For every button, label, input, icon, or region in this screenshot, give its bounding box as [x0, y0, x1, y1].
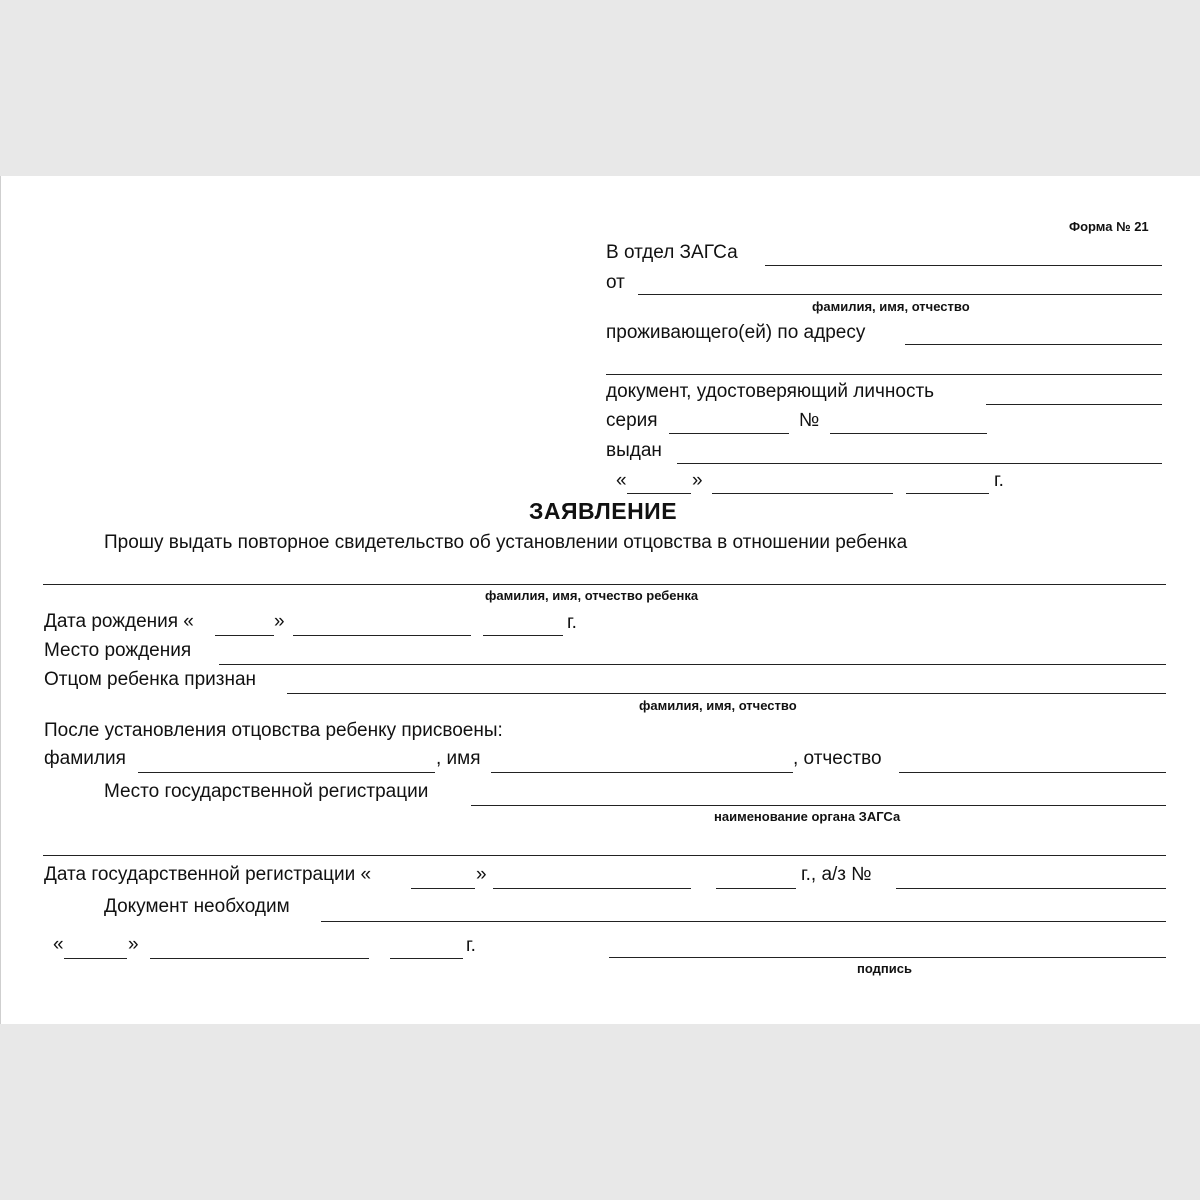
- patronymic-label: , отчество: [793, 748, 882, 769]
- address-label: проживающего(ей) по адресу: [606, 322, 866, 343]
- id-document-label: документ, удостоверяющий личность: [606, 381, 935, 402]
- document-needed-label: Документ необходим: [104, 896, 290, 917]
- registration-place-field[interactable]: [471, 805, 1166, 806]
- footer-year-suffix: г.: [466, 935, 476, 956]
- signature-field[interactable]: [609, 957, 1166, 958]
- assigned-heading: После установления отцовства ребенку присвоены:: [44, 720, 503, 741]
- registration-place-label: Место государственной регистрации: [104, 781, 429, 802]
- name-field[interactable]: [491, 772, 793, 773]
- birth-year-field[interactable]: [483, 635, 563, 636]
- applicant-fio-caption: фамилия, имя, отчество: [812, 299, 970, 314]
- name-label: , имя: [436, 748, 481, 769]
- footer-quote-close: »: [128, 934, 139, 955]
- zags-field[interactable]: [765, 265, 1162, 266]
- birth-place-label: Место рождения: [44, 640, 192, 661]
- registration-day-field[interactable]: [411, 888, 475, 889]
- father-fio-field[interactable]: [287, 693, 1166, 694]
- issued-year-field[interactable]: [906, 493, 989, 494]
- record-number-field[interactable]: [896, 888, 1166, 889]
- address-field-line2[interactable]: [606, 374, 1162, 375]
- series-label: серия: [606, 410, 658, 431]
- registration-quote-close: »: [476, 864, 487, 885]
- registration-place-field-line2[interactable]: [43, 855, 1166, 856]
- id-document-field[interactable]: [986, 404, 1162, 405]
- registration-place-caption: наименование органа ЗАГСа: [714, 809, 901, 824]
- issued-by-field[interactable]: [677, 463, 1162, 464]
- child-fio-field[interactable]: [43, 584, 1166, 585]
- registration-month-field[interactable]: [493, 888, 691, 889]
- number-label: №: [799, 410, 820, 431]
- applicant-fio-field[interactable]: [638, 294, 1162, 295]
- form-number: Форма № 21: [1069, 219, 1149, 234]
- registration-date-label: Дата государственной регистрации «: [44, 864, 372, 885]
- birth-year-suffix: г.: [567, 612, 577, 633]
- birth-quote-close: »: [274, 611, 285, 632]
- registration-year-field[interactable]: [716, 888, 796, 889]
- child-fio-caption: фамилия, имя, отчество ребенка: [485, 588, 699, 603]
- series-field[interactable]: [669, 433, 789, 434]
- birth-day-field[interactable]: [215, 635, 274, 636]
- application-form-sheet: [0, 176, 1200, 1024]
- birth-month-field[interactable]: [293, 635, 471, 636]
- request-text: Прошу выдать повторное свидетельство об установлении отцовства в отношении ребенка: [104, 532, 908, 553]
- issued-year-suffix: г.: [994, 470, 1004, 491]
- number-field[interactable]: [830, 433, 987, 434]
- issued-quote-open: «: [616, 470, 627, 491]
- surname-field[interactable]: [138, 772, 435, 773]
- footer-quote-open: «: [53, 934, 64, 955]
- zags-label: В отдел ЗАГСа: [606, 242, 738, 263]
- issued-quote-close: »: [692, 470, 703, 491]
- surname-label: фамилия: [44, 748, 126, 769]
- from-label: от: [606, 272, 625, 293]
- father-fio-caption: фамилия, имя, отчество: [639, 698, 797, 713]
- document-title: ЗАЯВЛЕНИЕ: [529, 498, 678, 524]
- footer-month-field[interactable]: [150, 958, 369, 959]
- footer-year-field[interactable]: [390, 958, 463, 959]
- father-label: Отцом ребенка признан: [44, 669, 257, 690]
- issued-day-field[interactable]: [627, 493, 691, 494]
- document-needed-field[interactable]: [321, 921, 1166, 922]
- issued-label: выдан: [606, 440, 662, 461]
- address-field[interactable]: [905, 344, 1162, 345]
- issued-month-field[interactable]: [712, 493, 893, 494]
- patronymic-field[interactable]: [899, 772, 1166, 773]
- record-number-label: г., а/з №: [801, 864, 872, 885]
- footer-day-field[interactable]: [64, 958, 127, 959]
- signature-caption: подпись: [857, 961, 912, 976]
- birth-date-label: Дата рождения «: [44, 611, 194, 632]
- birth-place-field[interactable]: [219, 664, 1166, 665]
